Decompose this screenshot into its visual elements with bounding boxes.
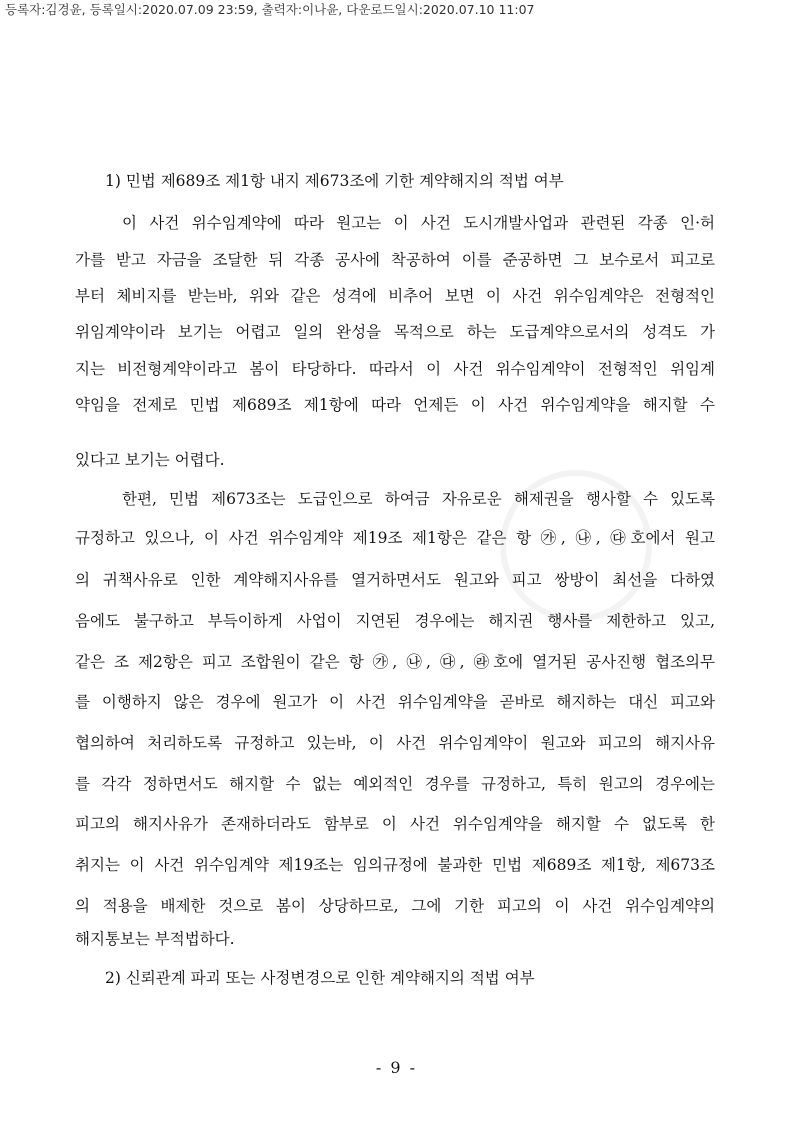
paragraph-1-line: 지는 비전형계약이라고 봄이 타당하다. 따라서 이 사건 위수임계약이 전형적인 위임계 [75,360,715,378]
paragraph-2-line: 의 귀책사유로 인한 계약해지사유를 열거하면서도 원고와 피고 쌍방이 최선을 다하였 [75,571,715,589]
paragraph-1-line: 위임계약이라 보기는 어렵고 일의 완성을 목적으로 하는 도급계약으로서의 성격도 가 [75,323,715,341]
section-heading-2: 2) 신뢰관계 파괴 또는 사정변경으로 인한 계약해지의 적법 여부 [105,969,535,987]
paragraph-2-line: 를 이행하지 않은 경우에 원고가 이 사건 위수임계약을 곧바로 해지하는 대신 피고와 [75,693,715,711]
paragraph-2-line: 해지통보는 부적법하다. [75,930,235,948]
section-heading-1: 1) 민법 제689조 제1항 내지 제673조에 기한 계약해지의 적법 여부 [105,172,564,190]
paragraph-1-line: 약임을 전제로 민법 제689조 제1항에 따라 언제든 이 사건 위수임계약을 해지할 수 [75,396,715,414]
paragraph-1-line: 있다고 보기는 어렵다. [75,451,225,469]
download-record-header: 등록자:김경윤, 등록일시:2020.07.09 23:59, 출력자:이나윤, 다운로드일시:2020.07.10 11:07 [5,2,535,17]
paragraph-2-line: 협의하여 처리하도록 규정하고 있는바, 이 사건 위수임계약이 원고와 피고의 해지사유 [75,734,715,752]
paragraph-2-line: 를 각각 정하면서도 해지할 수 없는 예외적인 경우를 규정하고, 특히 원고의 경우에는 [75,775,715,793]
paragraph-2-line: 의 적용을 배제한 것으로 봄이 상당하므로, 그에 기한 피고의 이 사건 위수임계약의 [75,897,715,915]
paragraph-2-line: 취지는 이 사건 위수임계약 제19조는 임의규정에 불과한 민법 제689조 제1항, 제673조 [75,856,715,874]
paragraph-2-line: 음에도 불구하고 부득이하게 사업이 지연된 경우에는 해지권 행사를 제한하고 있고, [75,612,715,630]
page-number: - 9 - [375,1058,418,1077]
paragraph-2-line: 규정하고 있으나, 이 사건 위수임계약 제19조 제1항은 같은 항 ㉮, ㉯, ㉰호에서 원고 [75,529,715,547]
paragraph-2-line: 같은 조 제2항은 피고 조합원이 같은 항 ㉮, ㉯, ㉰, ㉱호에 열거된 공사진행 협조의무 [75,653,715,671]
paragraph-1-line: 이 사건 위수임계약에 따라 원고는 이 사건 도시개발사업과 관련된 각종 인·허 [122,214,715,232]
paragraph-1-line: 부터 체비지를 받는바, 위와 같은 성격에 비추어 보면 이 사건 위수임계약은 전형적인 [75,287,715,305]
paragraph-1-line: 가를 받고 자금을 조달한 뒤 각종 공사에 착공하여 이를 준공하면 그 보수로서 피고로 [75,251,715,269]
paragraph-2-line: 한편, 민법 제673조는 도급인으로 하여금 자유로운 해제권을 행사할 수 있도록 [122,490,715,508]
paragraph-2-line: 피고의 해지사유가 존재하더라도 함부로 이 사건 위수임계약을 해지할 수 없도록 한 [75,815,715,833]
